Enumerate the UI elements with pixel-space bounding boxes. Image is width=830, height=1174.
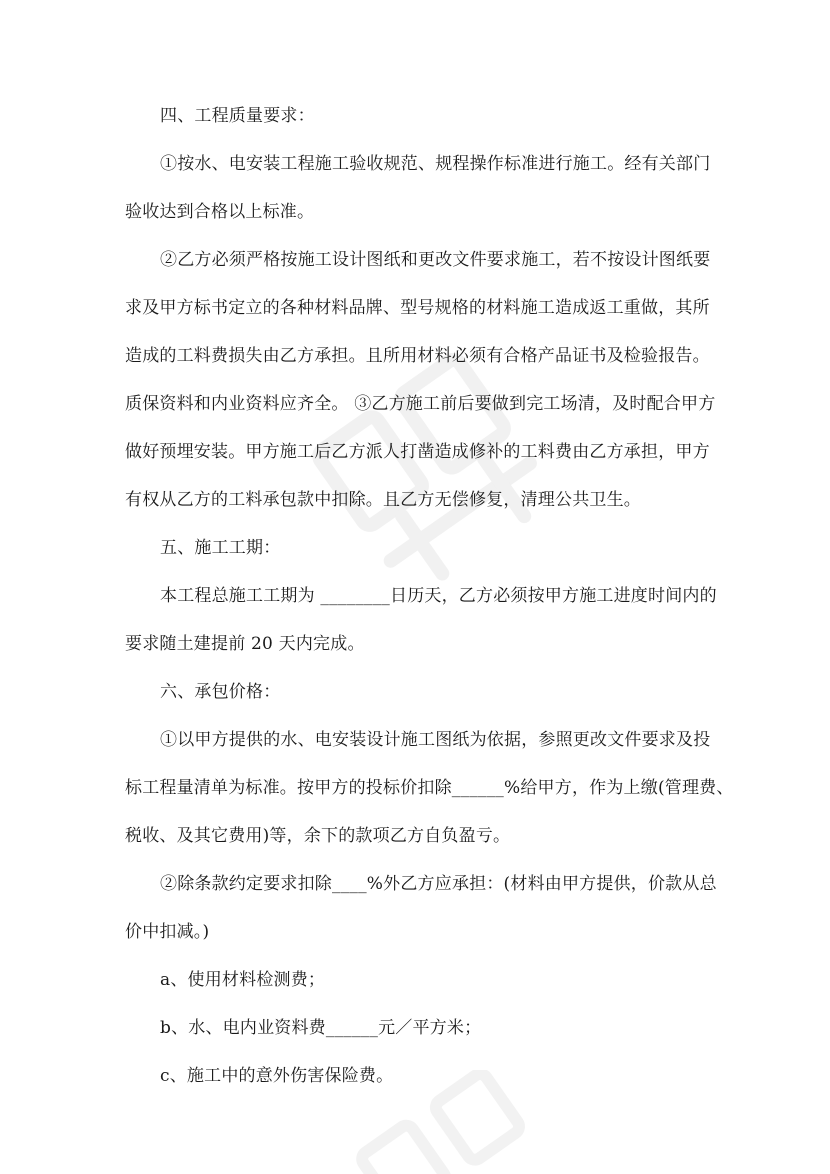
paragraph-line: 有权从乙方的工料承包款中扣除。且乙方无偿修复，清理公共卫生。 bbox=[125, 490, 641, 510]
list-item: c、施工中的意外伤害保险费。 bbox=[160, 1066, 394, 1086]
paragraph-line: 造成的工料费损失由乙方承担。且所用材料必须有合格产品证书及检验报告。 bbox=[125, 346, 710, 366]
paragraph-line: 做好预埋安装。甲方施工后乙方派人打凿造成修补的工料费由乙方承担，甲方 bbox=[125, 442, 710, 462]
section-heading-schedule: 五、施工工期： bbox=[160, 538, 281, 558]
paragraph-line: 要求随土建提前 20 天内完成。 bbox=[125, 634, 365, 654]
section-heading-price: 六、承包价格： bbox=[160, 682, 281, 702]
paragraph-line: 价中扣减。) bbox=[125, 922, 210, 942]
paragraph-line: 标工程量清单为标准。按甲方的投标价扣除______%给甲方，作为上缴(管理费、 bbox=[125, 778, 734, 798]
paragraph-line: ①按水、电安装工程施工验收规范、规程操作标准进行施工。经有关部门 bbox=[160, 154, 711, 174]
paragraph-line: 验收达到合格以上标准。 bbox=[125, 202, 315, 222]
paragraph-line: 税收、及其它费用)等，余下的款项乙方自负盈亏。 bbox=[125, 826, 511, 846]
paragraph-line: 本工程总施工工期为 ________日历天，乙方必须按甲方施工进度时间内的 bbox=[160, 586, 717, 606]
list-item: a、使用材料检测费； bbox=[160, 970, 326, 990]
paragraph-line: ②乙方必须严格按施工设计图纸和更改文件要求施工，若不按设计图纸要 bbox=[160, 250, 711, 270]
paragraph-line: 求及甲方标书定立的各种材料品牌、型号规格的材料施工造成返工重做，其所 bbox=[125, 298, 710, 318]
paragraph-line: 质保资料和内业资料应齐全。 ③乙方施工前后要做到完工场清，及时配合甲方 bbox=[125, 394, 716, 414]
paragraph-line: ①以甲方提供的水、电安装设计施工图纸为依据，参照更改文件要求及投 bbox=[160, 730, 711, 750]
section-heading-quality: 四、工程质量要求： bbox=[160, 106, 315, 126]
list-item: b、水、电内业资料费______元／平方米； bbox=[160, 1018, 482, 1038]
paragraph-line: ②除条款约定要求扣除____%外乙方应承担：(材料由甲方提供，价款从总 bbox=[160, 874, 717, 894]
